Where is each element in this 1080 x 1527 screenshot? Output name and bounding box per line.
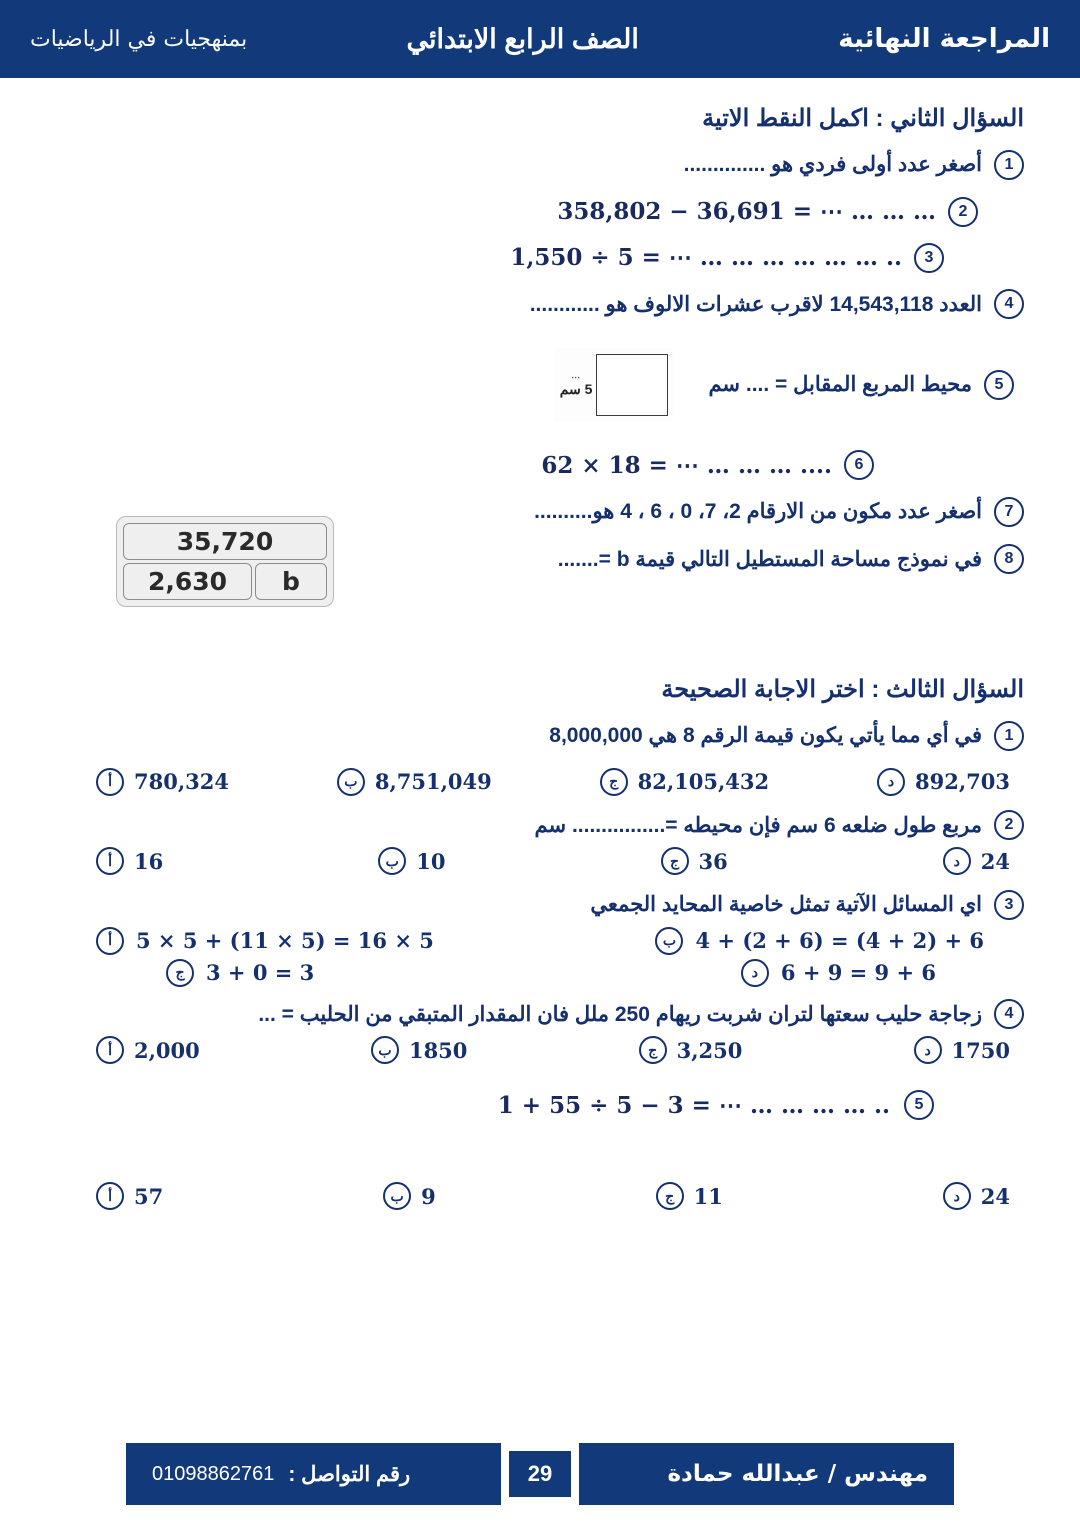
footer-phone-number[interactable]: 01098862761 [152,1462,275,1485]
choice-letter: أ [96,1036,124,1064]
q3-item-4-choices [56,1036,1024,1064]
choice-letter: ج [639,1036,667,1064]
choice-text: 24 [980,1183,1010,1209]
header-left-title: بمنهجيات في الرياضيات [30,26,248,52]
choice-letter: ج [600,768,628,796]
choice-text: 36 [698,848,728,874]
choice-d[interactable] [741,959,936,987]
choice-letter: د [914,1036,942,1064]
footer-bar [126,1443,954,1505]
item-number: 4 [994,999,1024,1029]
choice-text: 9 [421,1183,436,1209]
square-side-label [560,373,593,397]
area-unknown-cell: b [255,563,327,600]
choice-letter: أ [96,768,124,796]
item-number: 5 [984,370,1014,400]
item-expression: 1 + 55 ÷ 5 − 3 = ⋯ … … … … .. [497,1091,890,1119]
item-text: العدد 14,543,118 لاقرب عشرات الالوف هو ............ [529,292,982,316]
choice-text: 5 × 5 + (11 × 5) = 16 × 5 [136,928,434,953]
item-expression: 62 × 18 = ⋯ … … … .... [541,451,832,479]
choice-letter: ب [383,1182,411,1210]
choice-letter: ب [378,847,406,875]
q3-item-5 [56,1090,1024,1120]
item-number: 5 [904,1090,934,1120]
item-number: 3 [994,890,1024,920]
item-number: 4 [994,289,1024,319]
header-center-title: الصف الرابع الابتدائي [406,23,639,54]
item-number: 2 [994,810,1024,840]
item-text: في نموذج مساحة المستطيل التالي قيمة b =....... [557,547,982,571]
page-footer [0,1443,1080,1505]
footer-contact [152,1462,410,1487]
choice-text: 10 [416,848,446,874]
choice-letter: أ [96,847,124,875]
tick-marks: ⋯ [571,371,582,382]
q2-item-4 [56,289,1024,321]
q3-item-1 [56,720,1024,752]
q3-item-4 [56,999,1024,1031]
item-number: 1 [994,150,1024,180]
choice-c[interactable] [639,1036,743,1064]
area-model-figure [116,516,334,607]
footer-contact-label: رقم التواصل : [288,1462,411,1486]
choice-b[interactable] [337,768,492,796]
choice-text: 892,703 [915,769,1010,794]
area-total-cell: 35,720 [123,523,327,560]
worksheet-body [0,78,1080,1527]
item-number: 3 [914,243,944,273]
q2-item-8 [56,526,1024,596]
choice-text: 780,324 [134,769,229,794]
item-expression: 1,550 ÷ 5 = ⋯ … … … … … … .. [510,244,902,271]
choice-text: 1850 [408,1037,468,1063]
choice-d[interactable] [943,1182,1010,1210]
choice-text: 2,000 [134,1037,200,1063]
item-number: 1 [994,721,1024,751]
item-expression: 358,802 − 36,691 = ⋯ … … … [557,198,936,225]
choice-letter: ب [655,927,683,955]
item-text: زجاجة حليب سعتها لتران شربت ريهام 250 ملل فان المقدار المتبقي من الحليب = ... [258,1002,982,1026]
choice-text: 82,105,432 [637,769,770,794]
choice-letter: د [943,1182,971,1210]
choice-c[interactable] [656,1182,723,1210]
choice-text: 24 [980,848,1010,874]
page-header [0,0,1080,78]
choice-letter: ب [337,768,365,796]
question-3-heading: السؤال الثالث : اختر الاجابة الصحيحة [661,676,1024,703]
question-2-heading: السؤال الثاني : اكمل النقط الاتية [702,105,1024,132]
item-text: محيط المربع المقابل = .... سم [708,373,972,397]
page-number: 29 [509,1451,571,1497]
choice-letter: د [943,847,971,875]
q2-item-3 [56,243,1024,273]
choice-letter: د [877,768,905,796]
item-text: اي المسائل الآتية تمثل خاصية المحايد الجمعي [590,893,982,916]
choice-c[interactable] [661,847,728,875]
q2-item-5 [56,348,1024,422]
choice-d[interactable] [914,1036,1010,1064]
choice-b[interactable] [378,847,445,875]
item-number: 2 [948,197,978,227]
q2-item-2 [56,197,1024,227]
choice-d[interactable] [877,768,1010,796]
item-number: 7 [994,497,1024,527]
choice-text: 57 [134,1183,164,1209]
item-number: 6 [844,450,874,480]
header-right-title: المراجعة النهائية [838,24,1050,54]
choice-b[interactable] [655,927,984,955]
choice-c[interactable] [166,959,314,987]
q3-item-3 [56,889,1024,921]
page-number-badge [501,1435,579,1513]
choice-letter: ج [656,1182,684,1210]
item-text: أصغر عدد أولى فردي هو .............. [683,153,982,176]
item-text: مربع طول ضلعه 6 سم فإن محيطه =................ سم [534,813,982,837]
square-shape [596,354,668,416]
item-text: في أي مما يأتي يكون قيمة الرقم 8 هي 8,000,000 [549,724,982,747]
choice-a[interactable] [96,847,163,875]
square-side-value: 5 سم [559,381,593,398]
choice-letter: ج [661,847,689,875]
choice-c[interactable] [600,768,770,796]
choice-letter: ب [371,1036,399,1064]
q3-item-2 [56,810,1024,842]
square-figure [554,348,675,422]
choice-text: 3,250 [676,1037,743,1063]
item-text: أصغر عدد مكون من الارقام 2، 7، 0 ، 6 ، 4 هو.......... [534,500,982,523]
choice-text: 16 [134,848,164,874]
q3-item-1-choices [56,768,1024,796]
choice-b[interactable] [371,1036,467,1064]
choice-text: 3 + 0 = 3 [206,960,315,985]
choice-text: 1750 [951,1037,1010,1063]
choice-d[interactable] [943,847,1010,875]
choice-a[interactable] [96,1182,163,1210]
choice-a[interactable] [96,768,229,796]
choice-a[interactable] [96,1036,200,1064]
q3-item-5-choices [56,1182,1024,1210]
choice-letter: أ [96,927,124,955]
area-known-cell: 2,630 [123,563,252,600]
footer-engineer-name: مهندس / عبدالله حمادة [667,1461,928,1487]
choice-text: 8,751,049 [374,769,492,794]
q2-item-1 [56,149,1024,181]
q3-item-2-choices [56,847,1024,875]
choice-text: 11 [693,1183,723,1209]
choice-letter: ج [166,959,194,987]
choice-a[interactable] [96,927,434,955]
choice-text: 6 + 9 = 9 + 6 [780,960,936,985]
choice-letter: أ [96,1182,124,1210]
q3-item-3-choices [56,927,1024,987]
q2-item-6 [56,450,1024,480]
item-number: 8 [994,544,1024,574]
choice-text: 4 + (2 + 6) = (4 + 2) + 6 [695,928,984,953]
choice-letter: د [741,959,769,987]
choice-b[interactable] [383,1182,436,1210]
